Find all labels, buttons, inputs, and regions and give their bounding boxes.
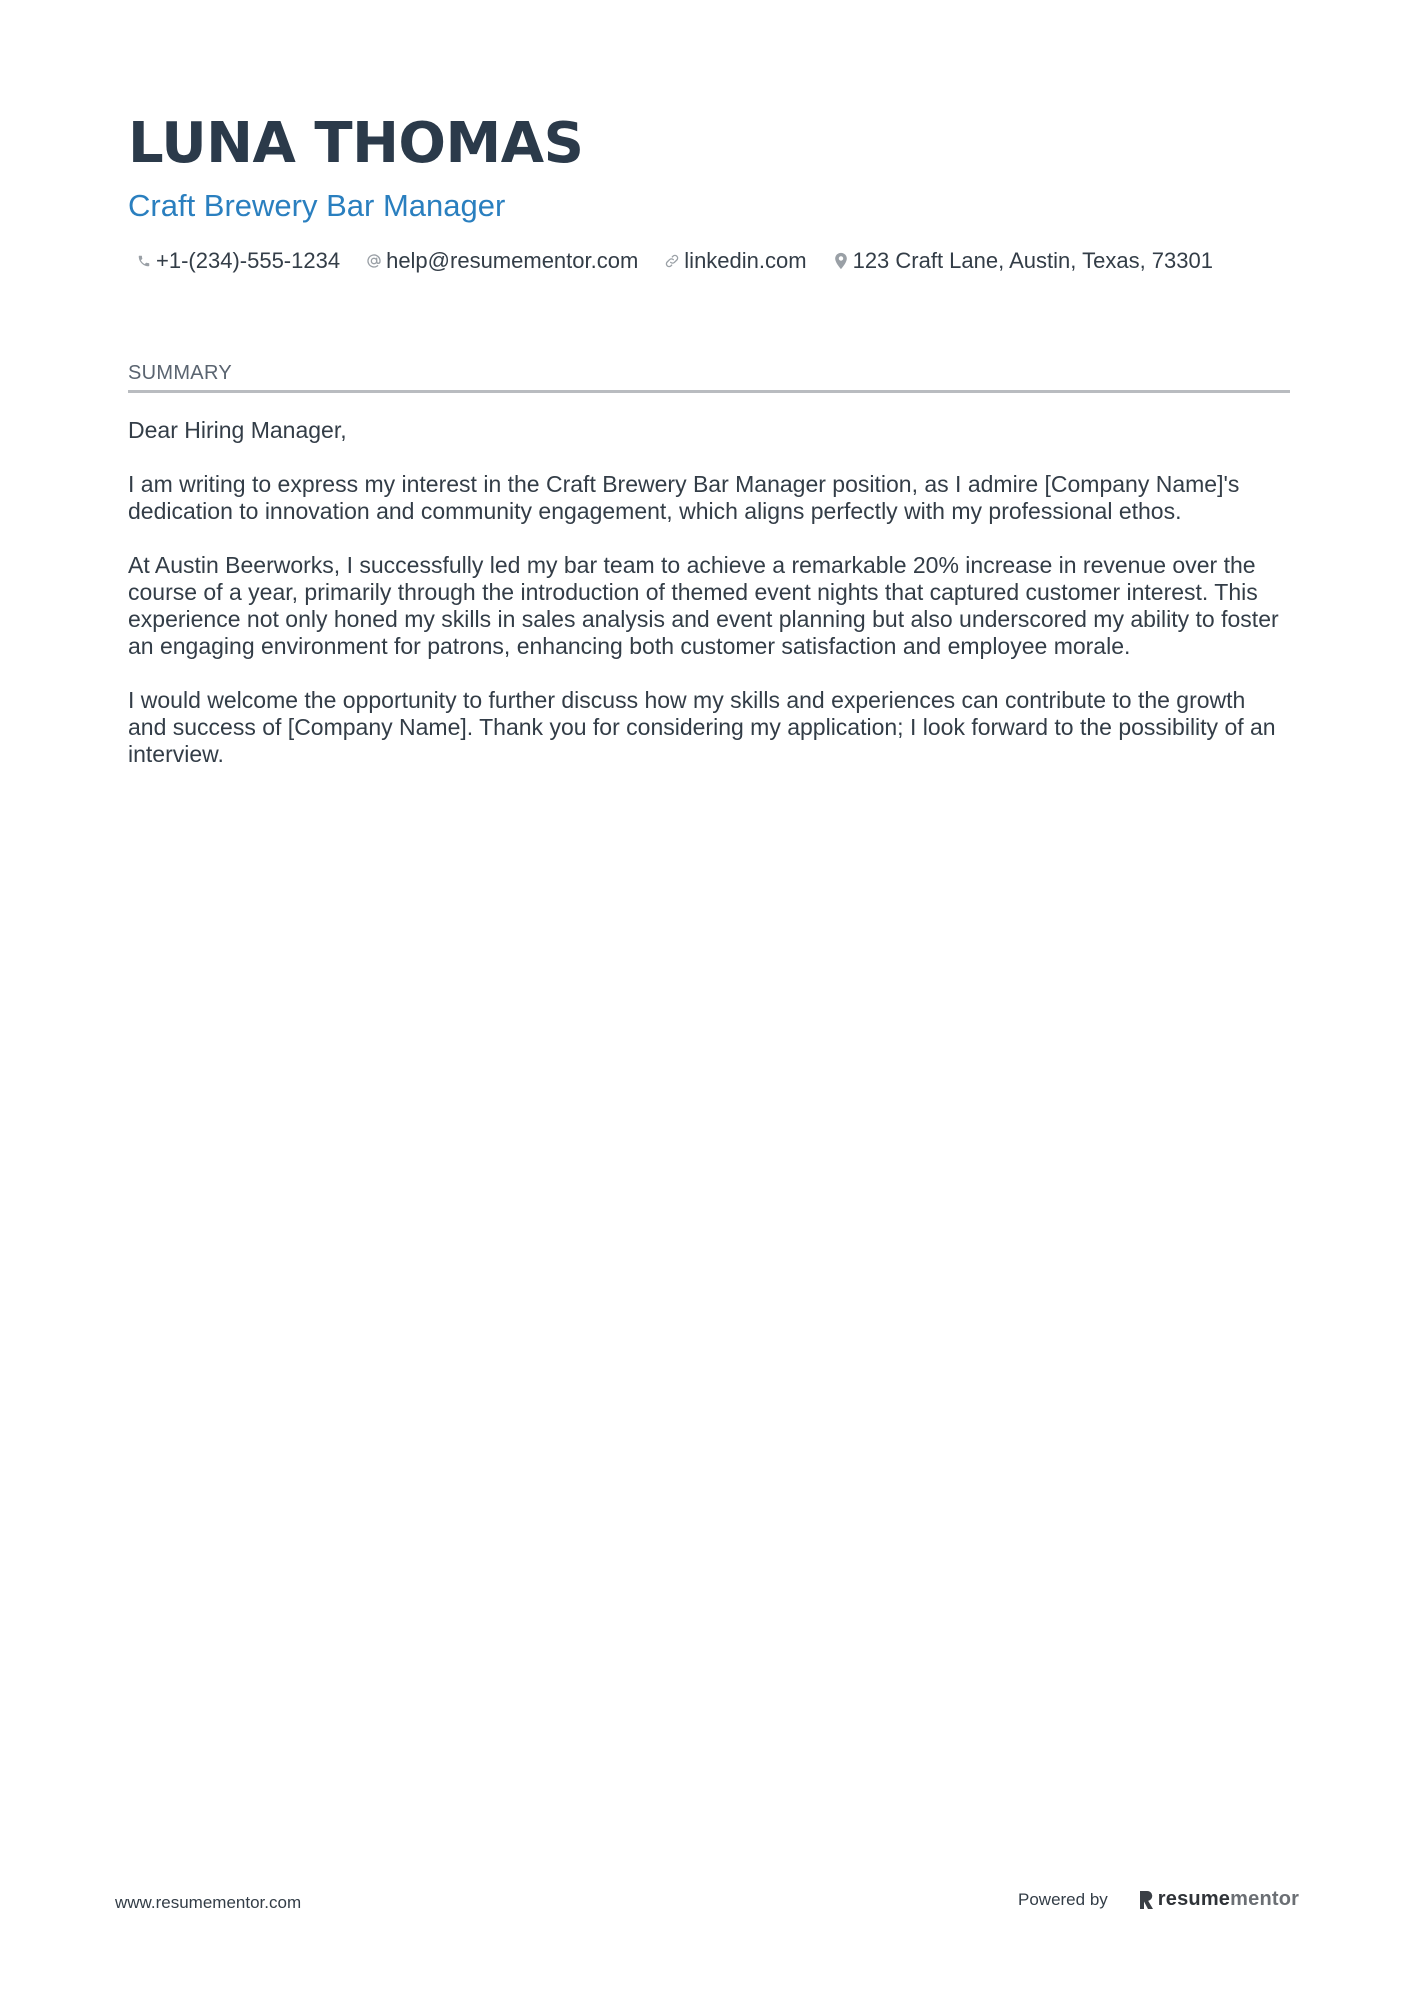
resumementor-logo-icon [1138,1890,1154,1910]
brand-name-strong: resume [1157,1888,1231,1910]
letter-greeting: Dear Hiring Manager, [128,417,347,443]
brand-logo[interactable] [1138,1888,1299,1911]
resume-header [128,108,1288,276]
contact-phone [136,246,340,276]
contact-info [136,246,1288,276]
powered-by-text: Powered by [1018,1889,1108,1909]
location-pin-icon [833,252,849,270]
phone-text: +1-(234)-555-1234 [156,248,341,273]
link-icon [664,252,680,270]
contact-linkedin[interactable] [664,246,806,276]
contact-email[interactable] [366,246,638,276]
section-heading: SUMMARY [128,360,1290,393]
letter-paragraph: At Austin Beerworks, I successfully led my bar team to achieve a remarkable 20% increase in revenue over the course of a year, primarily through the introduction of themed event nights that captured customer interest. This experience not only honed my skills in sales analysis and event planning but also underscored my ability to foster an engaging environment for patrons, enhancing both customer satisfaction and employee morale. [128,552,1279,659]
contact-address [833,246,1213,276]
footer-website[interactable]: www.resumementor.com [115,1893,302,1912]
footer-branding [1018,1888,1299,1911]
address-text: 123 Craft Lane, Austin, Texas, 73301 [852,248,1213,273]
letter-paragraph: I am writing to express my interest in the Craft Brewery Bar Manager position, as I admire [Company Name]'s dedication to innovation and community engagement, which aligns perfectly with my professional ethos. [128,471,1240,524]
job-title: Craft Brewery Bar Manager [128,188,506,223]
brand-name-light: mentor [1230,1888,1300,1910]
linkedin-text[interactable]: linkedin.com [684,248,807,273]
cover-letter-body [128,417,1290,768]
summary-section [128,360,1290,795]
letter-paragraph: I would welcome the opportunity to further discuss how my skills and experiences can contribute to the growth and success of [Company Name]. Thank you for considering my application; I look forward to the possibility of an interview. [128,687,1276,767]
candidate-name: LUNA THOMAS [128,111,584,176]
email-text[interactable]: help@resumementor.com [386,248,639,273]
phone-icon [136,252,152,270]
at-icon [366,252,382,270]
